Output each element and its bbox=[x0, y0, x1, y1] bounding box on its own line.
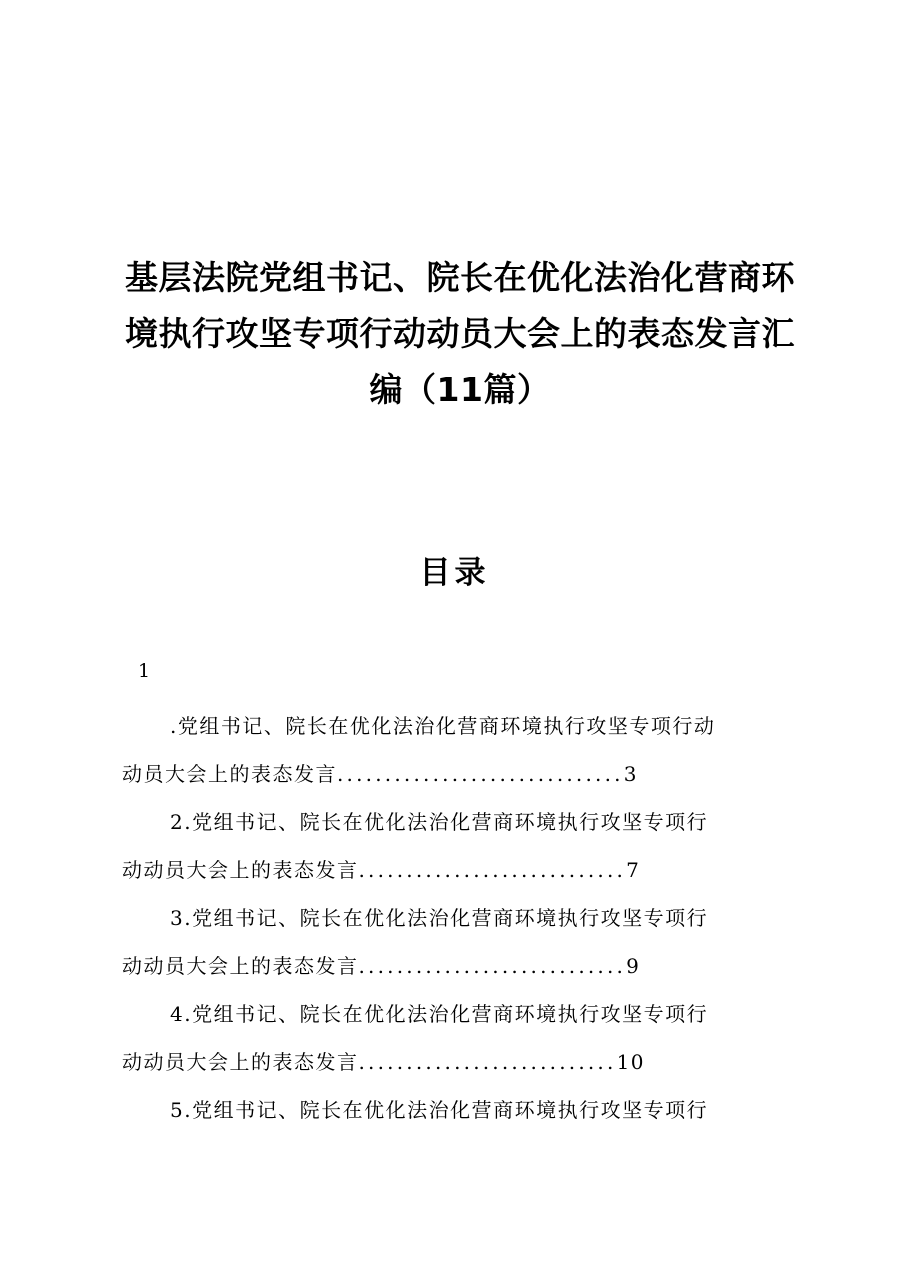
table-of-contents bbox=[122, 702, 798, 1134]
toc-entry-title-continuation bbox=[122, 1038, 798, 1086]
toc-page-number: 9 bbox=[626, 954, 641, 978]
toc-entry-title-continuation bbox=[122, 846, 798, 894]
toc-entry-3[interactable] bbox=[122, 894, 798, 990]
toc-entry-title-line: .党组书记、院长在优化法治化营商环境执行攻坚专项行动 bbox=[170, 714, 716, 738]
toc-leader-dots: ........................... bbox=[358, 1050, 617, 1074]
toc-leader-dots: ............................ bbox=[358, 858, 627, 882]
toc-entry-title-tail: 动动员大会上的表态发言 bbox=[122, 1050, 359, 1074]
toc-leader-dots: .............................. bbox=[337, 762, 624, 786]
toc-page-number: 7 bbox=[626, 858, 641, 882]
toc-page-number: 3 bbox=[623, 762, 638, 786]
document-title: 基层法院党组书记、院长在优化法治化营商环境执行攻坚专项行动动员大会上的表态发言汇编（11篇） bbox=[125, 258, 795, 409]
toc-entry-title-line: 5.党组书记、院长在优化法治化营商环境执行攻坚专项行 bbox=[170, 1098, 709, 1122]
toc-entry-title-continuation bbox=[122, 750, 798, 798]
toc-entry-title-line: 4.党组书记、院长在优化法治化营商环境执行攻坚专项行 bbox=[170, 1002, 709, 1026]
toc-page-number: 10 bbox=[616, 1050, 646, 1074]
toc-entry-title-tail: 动动员大会上的表态发言 bbox=[122, 858, 359, 882]
toc-entry-title-tail: 动员大会上的表态发言 bbox=[122, 762, 337, 786]
toc-entry-5[interactable] bbox=[122, 1086, 798, 1134]
toc-heading: 目录 bbox=[419, 555, 490, 591]
toc-entry-title-line: 2.党组书记、院长在优化法治化营商环境执行攻坚专项行 bbox=[170, 810, 709, 834]
toc-entry-title-line: 3.党组书记、院长在优化法治化营商环境执行攻坚专项行 bbox=[170, 906, 709, 930]
toc-first-marker: 1 bbox=[138, 660, 151, 682]
toc-entry-title-tail: 动动员大会上的表态发言 bbox=[122, 954, 359, 978]
toc-entry-1[interactable] bbox=[122, 702, 798, 798]
toc-leader-dots: ............................ bbox=[358, 954, 627, 978]
toc-entry-2[interactable] bbox=[122, 798, 798, 894]
toc-entry-4[interactable] bbox=[122, 990, 798, 1086]
toc-entry-title-continuation bbox=[122, 942, 798, 990]
